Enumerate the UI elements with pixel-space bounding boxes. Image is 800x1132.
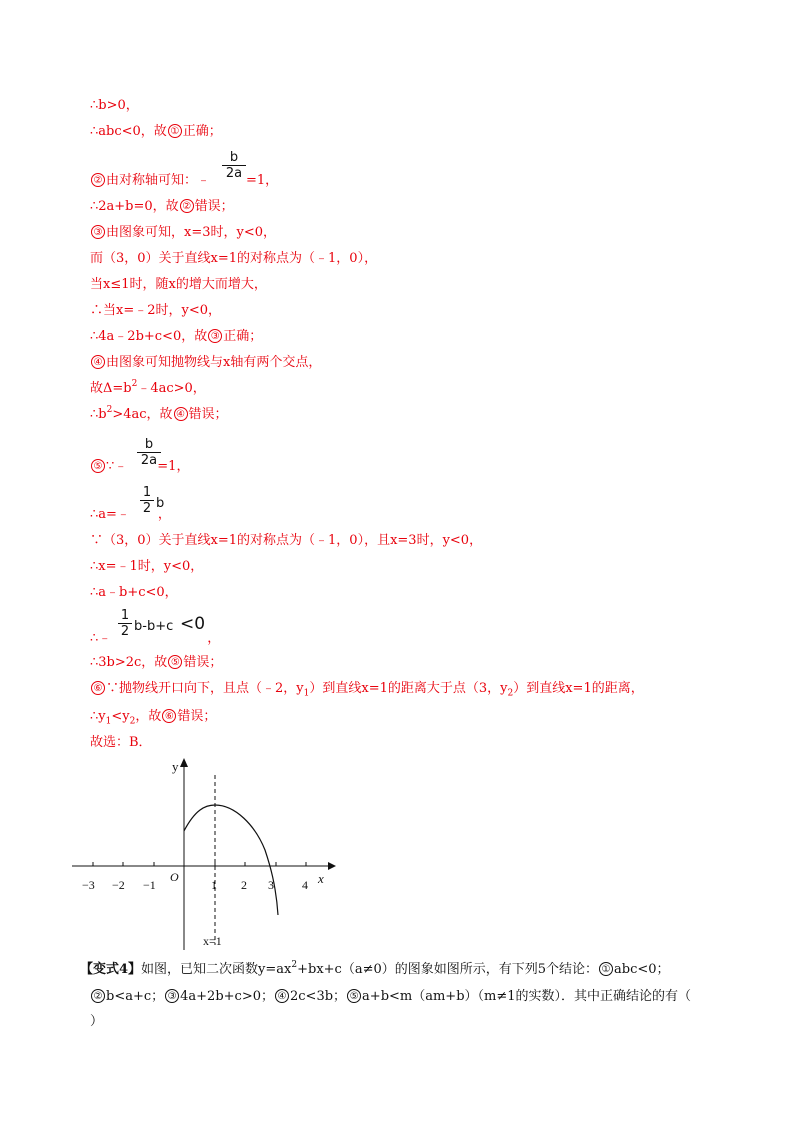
- problem-line-1: 【变式4】如图，已知二次函数$y=ax^2+bx+c(a\ne 0)$的图象如图所示，有下列5个结论： ① abc<0；: [80, 960, 670, 977]
- sol-line-12: $\therefore b^2>4ac$，故 ④ 错误；: [90, 405, 228, 422]
- sol-line-21: $\therefore y_1<y_2$，故 ⑥ 错误；: [90, 709, 217, 727]
- problem-line-2: ② b<a+c； ③ 4a+2b+c>0； ④ 2c<3b； ⑤ a+b<m（am+b）（m≠1的实数）．其中正确结论的有（: [90, 987, 691, 1007]
- parabola-graph: [60, 755, 340, 955]
- sol-line-18: ∴﹣ ，: [90, 631, 221, 646]
- sol-line-8: ∴当x=﹣2时，y<0，: [90, 303, 222, 318]
- fraction-b-over-2a-2: b 2a: [137, 437, 161, 468]
- sol-line-20: ⑥ ∵抛物线开口向下，且点（﹣2，$y_1$）到直线x=1的距离大于点（3，$y_2$）到直线x=1的距离，: [90, 680, 644, 698]
- tick-label-neg2: −2: [112, 878, 125, 892]
- problem-line-3: ）: [90, 1014, 104, 1029]
- expr-lt-zero: <0: [180, 614, 206, 634]
- fraction-b-over-2a: b 2a: [222, 150, 246, 181]
- tick-label-neg1: −1: [143, 878, 156, 892]
- sol-line-9: ∴4a﹣2b+c<0，故 ③ 正确；: [90, 329, 263, 344]
- symmetry-axis-label: x=1: [203, 934, 222, 948]
- fraction-1-over-2-b: 1 2: [118, 608, 132, 639]
- sol-line-13: ⑤ ∵﹣ =1，: [90, 458, 189, 476]
- sol-line-10: ④ 由图象可知抛物线与x轴有两个交点，: [90, 354, 321, 372]
- sol-line-19: ∴3b>2c，故 ⑤ 错误；: [90, 655, 223, 670]
- sol-line-6: 而（3，0）关于直线x=1的对称点为（﹣1，0），: [90, 251, 378, 266]
- tick-label-neg3: −3: [82, 878, 95, 892]
- tick-label-1: 1: [211, 878, 217, 892]
- fraction-b-suffix: b: [156, 496, 165, 511]
- sol-line-15: ∵（3，0）关于直线x=1的对称点为（﹣1，0），且x=3时，y<0，: [90, 533, 483, 548]
- tick-label-4: 4: [302, 878, 308, 892]
- origin-label: O: [170, 870, 179, 884]
- sol-line-11: 故$\Delta=b^2﹣4ac>0$，: [90, 379, 206, 396]
- fraction-1-over-2: 1 2: [140, 485, 154, 516]
- x-ticks: [93, 862, 306, 866]
- y-axis-arrow: [180, 758, 188, 767]
- y-axis-label: y: [172, 759, 179, 774]
- sol-line-7: 当x≤1时，随x的增大而增大，: [90, 277, 267, 292]
- sol-line-5: ③ 由图象可知，x=3时，y<0，: [90, 224, 276, 242]
- sol-line-4: ∴2a+b=0，故 ② 错误；: [90, 199, 234, 214]
- x-axis-label: x: [318, 871, 324, 886]
- sol-line-16: ∴x=﹣1时，y<0，: [90, 559, 204, 574]
- sol-line-22: 故选：B．: [90, 735, 152, 750]
- sol-line-3: ② 由对称轴可知：﹣ =1，: [90, 172, 278, 190]
- sol-line-1: ∴b>0，: [90, 98, 139, 113]
- sol-line-2: ∴abc<0，故 ① 正确；: [90, 124, 222, 139]
- expr-b-b-c: b-b+c: [134, 619, 174, 634]
- sol-line-14: ∴a=﹣ ，: [90, 507, 171, 522]
- tick-label-2: 2: [241, 878, 247, 892]
- sol-line-17: ∴a﹣b+c<0，: [90, 585, 178, 600]
- parabola-curve: [184, 805, 278, 915]
- x-axis-arrow: [328, 862, 336, 870]
- tick-label-3: 3: [268, 878, 274, 892]
